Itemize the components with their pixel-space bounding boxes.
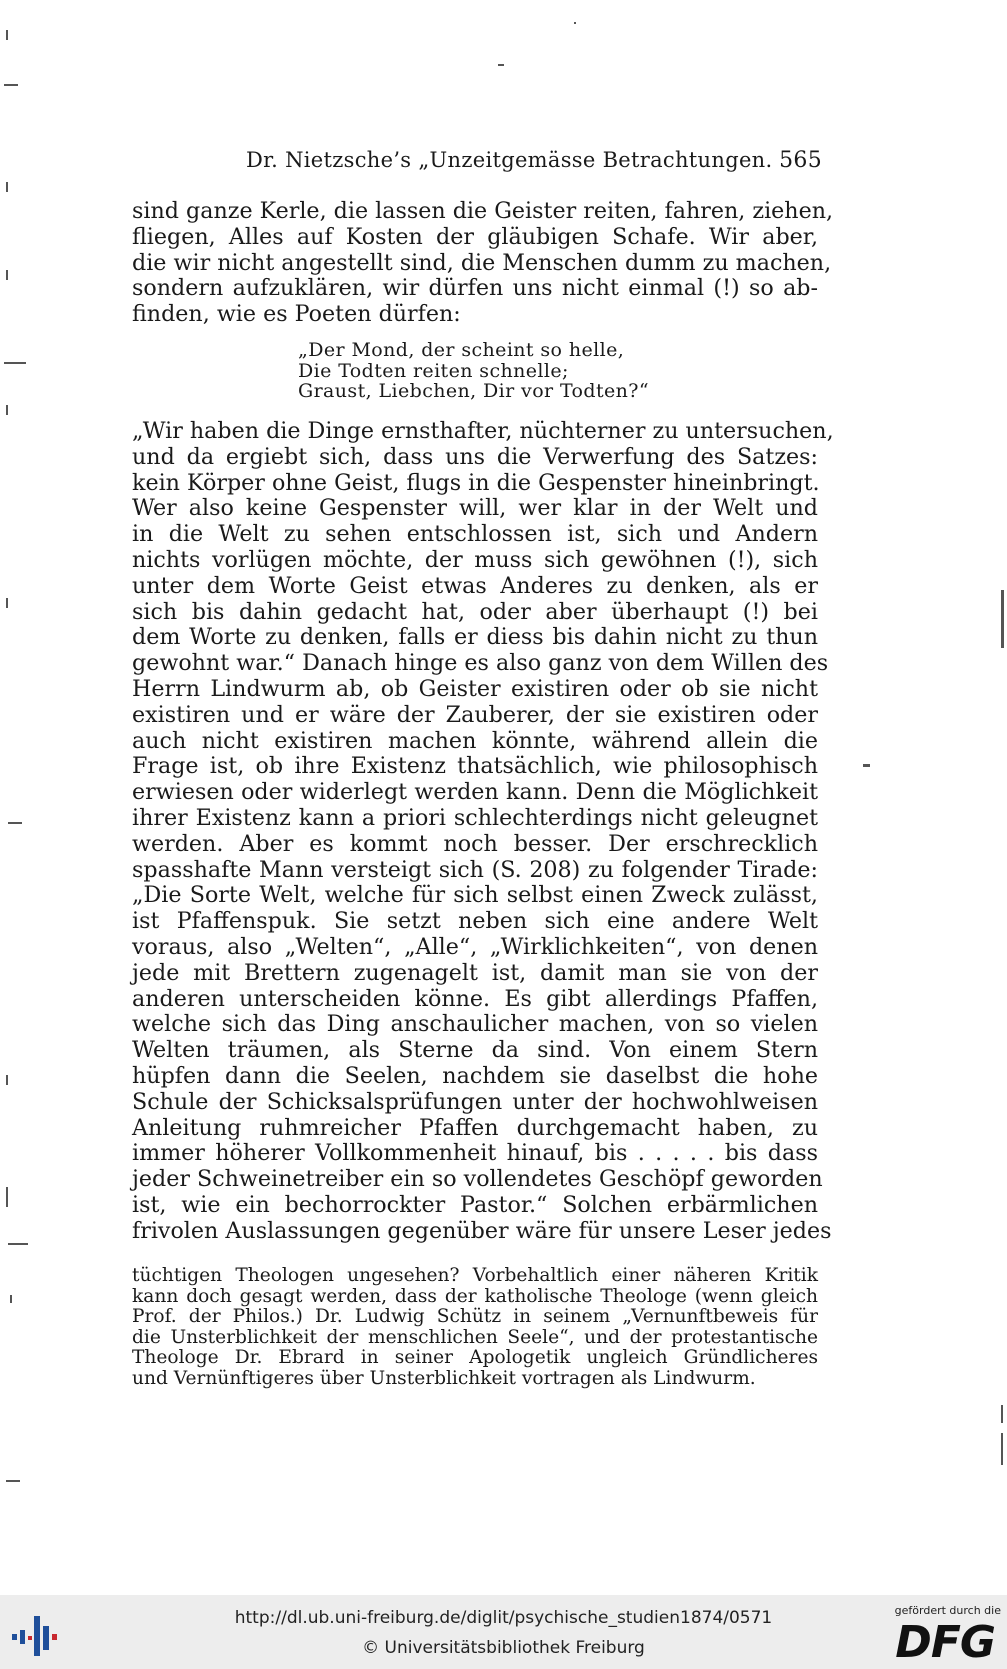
scan-speck	[6, 182, 8, 192]
text-line: Welten träumen, als Sterne da sind. Von einem Stern	[132, 1037, 818, 1064]
text-line: fliegen, Alles auf Kosten der gläubigen Schafe. Wir aber,	[132, 223, 818, 250]
poem-line: „Der Mond, der scheint so helle,	[298, 339, 625, 361]
paragraph-2	[132, 418, 834, 1245]
scan-speck	[6, 405, 8, 415]
footnote-line: Prof. der Philos.) Dr. Ludwig Schütz in seinem „Vernunftbeweis für	[132, 1306, 818, 1328]
scan-speck	[6, 270, 8, 280]
text-line: finden, wie es Poeten dürfen:	[132, 301, 461, 328]
scan-speck	[574, 22, 576, 24]
text-line: hüpfen dann die Seelen, nachdem sie daselbst die hohe	[132, 1062, 818, 1089]
scan-speck	[6, 30, 8, 40]
text-line: voraus, also „Welten“, „Alle“, „Wirklichkeiten“, von denen	[132, 933, 818, 960]
footnote-line: die Unsterblichkeit der menschlichen Seele“, und der protestantische	[132, 1326, 818, 1348]
scan-speck	[6, 1480, 20, 1482]
text-line: nichts vorlügen möchte, der muss sich gewöhnen (!), sich	[132, 546, 818, 573]
text-line: jede mit Brettern zugenagelt ist, damit man sie von der	[132, 959, 818, 986]
text-line: kein Körper ohne Geist, flugs in die Gespenster hineinbringt.	[132, 469, 820, 496]
text-line: „Wir haben die Dinge ernsthafter, nüchterner zu untersuchen,	[132, 418, 834, 444]
text-line: „Die Sorte Welt, welche für sich selbst einen Zweck zulässt,	[132, 882, 818, 909]
text-line: existiren und er wäre der Zauberer, der sie existiren oder	[132, 701, 818, 728]
running-head-title: Dr. Nietzsche’s „Unzeitgemässe Betrachtungen.	[246, 148, 773, 172]
footnote	[132, 1266, 818, 1390]
text-line: frivolen Auslassungen gegenüber wäre für unsere Leser jedes	[132, 1217, 832, 1244]
text-line: unter dem Worte Geist etwas Anderes zu denken, als er	[132, 572, 818, 599]
text-line: Wer also keine Gespenster will, wer klar in der Welt und	[132, 495, 818, 522]
footnote-line: kann doch gesagt werden, dass der katholische Theologe (wenn gleich	[132, 1285, 818, 1307]
dfg-tagline: gefördert durch die	[894, 1604, 1001, 1617]
copyright-notice: © Universitätsbibliothek Freiburg	[362, 1638, 645, 1658]
poem-line: Graust, Liebchen, Dir vor Todten?“	[298, 380, 649, 402]
text-line: sind ganze Kerle, die lassen die Geister reiten, fahren, ziehen,	[132, 198, 834, 224]
text-line: Schule der Schicksalsprüfungen unter der hochwohlweisen	[132, 1088, 818, 1115]
scan-speck	[6, 1075, 8, 1085]
poem-line: Die Todten reiten schnelle;	[298, 359, 569, 382]
text-line: Frage ist, ob ihre Existenz thatsächlich, wie philosophisch	[132, 753, 818, 780]
scan-speck	[498, 64, 504, 66]
scan-speck	[4, 84, 18, 86]
source-url-link[interactable]: http://dl.ub.uni-freiburg.de/diglit/psychische_studien1874/0571	[234, 1608, 773, 1628]
text-line: gewohnt war.“ Danach hinge es also ganz von dem Willen des	[132, 650, 829, 677]
text-line: sondern aufzuklären, wir dürfen uns nicht einmal (!) so ab-	[132, 275, 818, 302]
text-line: werden. Aber es kommt noch besser. Der erschrecklich	[132, 830, 818, 857]
text-line: erwiesen oder widerlegt werden kann. Denn die Möglichkeit	[132, 779, 818, 806]
text-line: dem Worte zu denken, falls er diess bis dahin nicht zu thun	[132, 624, 818, 651]
text-line: und da ergiebt sich, dass uns die Verwerfung des Satzes:	[132, 443, 818, 470]
dfg-logo: DFG	[895, 1617, 995, 1668]
scan-speck	[10, 1295, 12, 1303]
footnote-line: tüchtigen Theologen ungesehen? Vorbehaltlich einer näheren Kritik	[132, 1265, 818, 1286]
scan-speck	[1001, 1405, 1003, 1423]
scan-speck	[4, 362, 26, 364]
scan-speck	[6, 598, 8, 608]
scan-speck	[8, 1243, 28, 1245]
text-line: spasshafte Mann versteigt sich (S. 208) zu folgender Tirade:	[132, 856, 818, 883]
footnote-line: Theologe Dr. Ebrard in seiner Apologetik ungleich Gründlicheres	[132, 1347, 818, 1369]
text-line: Anleitung ruhmreicher Pfaffen durchgemacht haben, zu	[132, 1114, 818, 1141]
text-line: die wir nicht angestellt sind, die Menschen dumm zu machen,	[132, 249, 832, 276]
footnote-line: und Vernünftigeres über Unsterblichkeit vortragen als Lindwurm.	[132, 1367, 756, 1389]
scan-speck	[1001, 590, 1004, 648]
scan-speck	[8, 822, 22, 824]
text-line: ist Pfaffenspuk. Sie setzt neben sich eine andere Welt	[132, 908, 818, 935]
scan-speck	[1001, 1433, 1003, 1465]
text-line: in die Welt zu sehen entschlossen ist, sich und Andern	[132, 521, 818, 548]
text-line: immer höherer Vollkommenheit hinauf, bis . . . . . bis dass	[132, 1140, 818, 1167]
text-line: ihrer Existenz kann a priori schlechterdings nicht geleugnet	[132, 804, 818, 831]
poem-quotation	[298, 340, 718, 402]
scan-speck	[863, 764, 870, 767]
paragraph-1	[132, 198, 834, 328]
scan-speck	[6, 1187, 8, 1207]
page-number: 565	[779, 148, 822, 173]
text-line: Herrn Lindwurm ab, ob Geister existiren oder ob sie nicht	[132, 675, 818, 702]
text-line: jeder Schweinetreiber ein so vollendetes Geschöpf geworden	[132, 1166, 823, 1193]
text-line: anderen unterscheiden könne. Es gibt allerdings Pfaffen,	[132, 985, 818, 1012]
text-line: welche sich das Ding anschaulicher machen, von so vielen	[132, 1011, 818, 1038]
text-line: ist, wie ein bechorrockter Pastor.“ Solchen erbärmlichen	[132, 1191, 818, 1218]
text-line: auch nicht existiren machen könnte, während allein die	[132, 727, 818, 754]
text-line: sich bis dahin gedacht hat, oder aber überhaupt (!) bei	[132, 598, 818, 625]
